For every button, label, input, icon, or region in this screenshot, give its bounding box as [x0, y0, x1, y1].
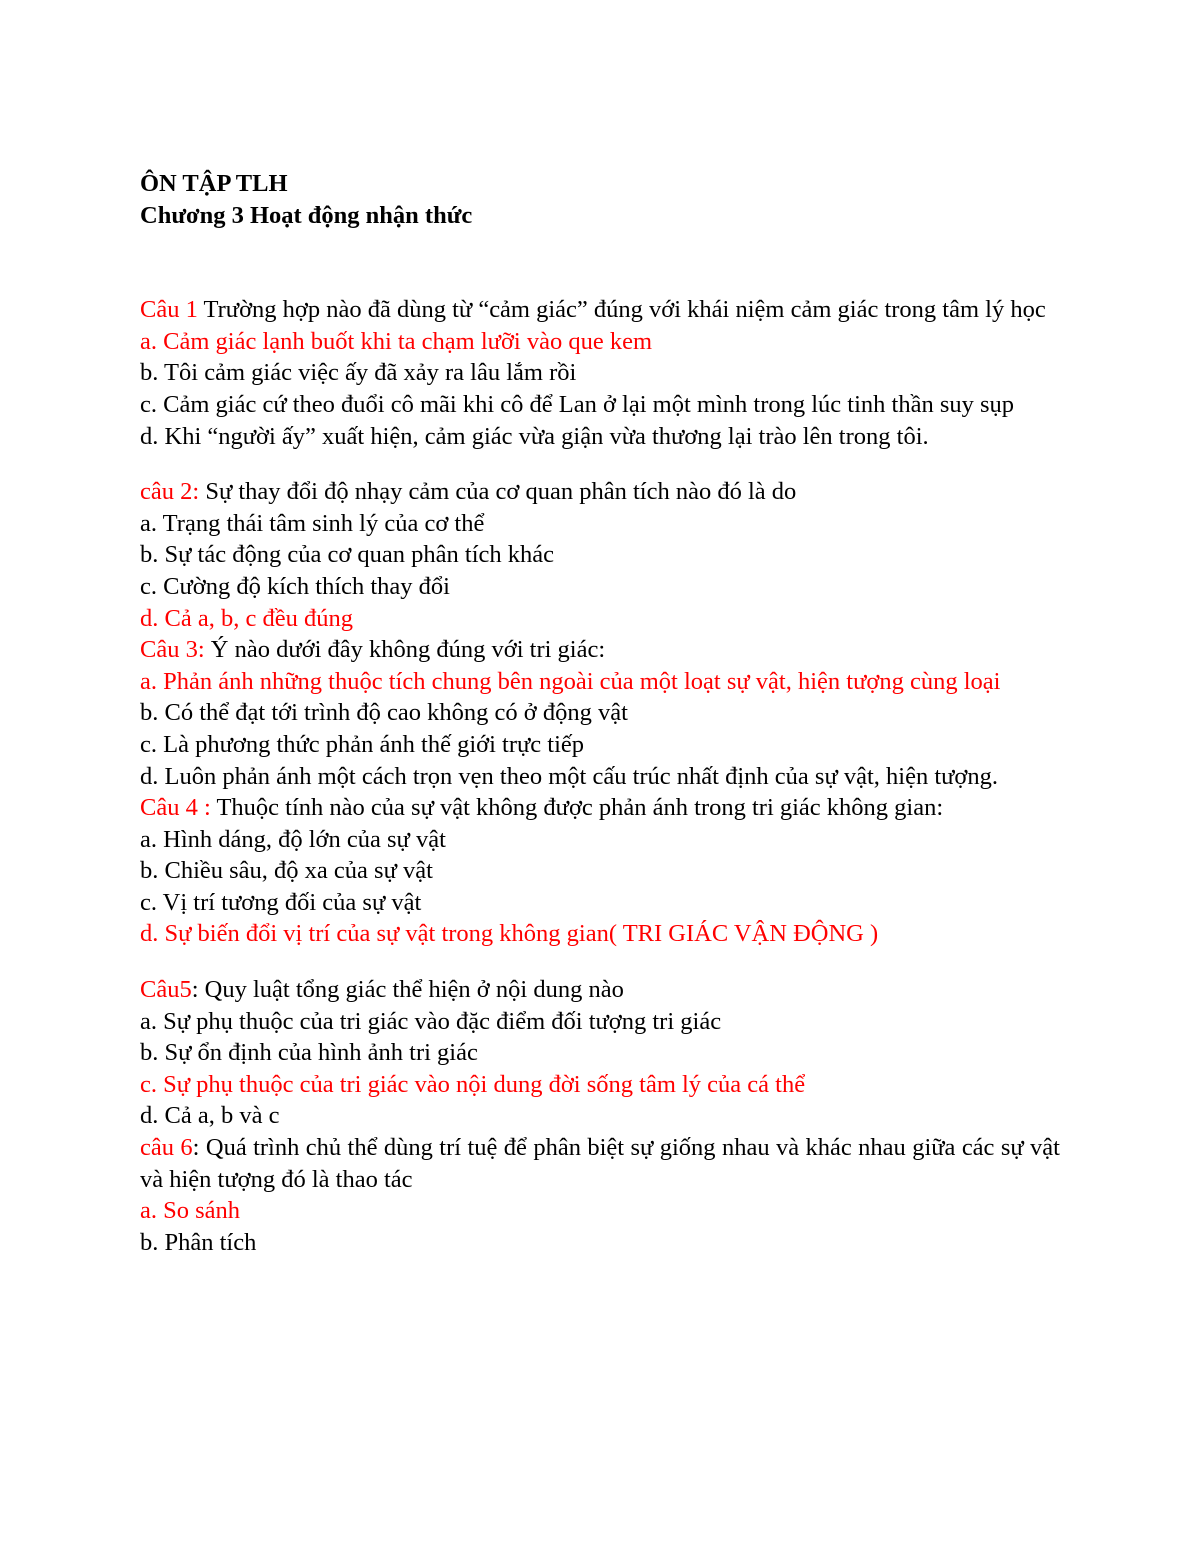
question-label: Câu5	[140, 976, 192, 1004]
question-5	[140, 974, 1060, 1132]
answer-option-c: c. Vị trí tương đối của sự vật	[140, 888, 422, 916]
question-text	[140, 634, 1060, 666]
question-label: Câu 1	[140, 296, 198, 324]
question-body: Thuộc tính nào của sự vật không được phản ánh trong tri giác không gian:	[210, 794, 944, 822]
document-page	[140, 168, 1060, 1258]
answer-option-c: c. Là phương thức phản ánh thế giới trực tiếp	[140, 730, 585, 758]
question-text	[140, 792, 1060, 824]
answer-option-a: a. Phản ánh những thuộc tích chung bên ngoài của một loạt sự vật, hiện tượng cùng loại	[140, 667, 1001, 695]
question-body: : Quá trình chủ thể dùng trí tuệ để phân biệt sự giống nhau và khác nhau giữa các sự vật và hiện tượng đó là thao tác	[140, 1134, 1060, 1193]
answer-option-d: d. Khi “người ấy” xuất hiện, cảm giác vừa giận vừa thương lại trào lên trong tôi.	[140, 422, 929, 450]
question-body: : Quy luật tổng giác thể hiện ở nội dung nào	[191, 976, 624, 1004]
question-text	[140, 476, 1060, 508]
spacer	[140, 950, 1060, 974]
answer-option-d: d. Sự biến đổi vị trí của sự vật trong không gian( TRI GIÁC VẬN ĐỘNG )	[140, 920, 879, 948]
answer-option-a: a. So sánh	[140, 1197, 241, 1225]
question-body: Sự thay đổi độ nhạy cảm của cơ quan phân tích nào đó là do	[199, 478, 797, 506]
answer-option-b: b. Có thể đạt tới trình độ cao không có ở động vật	[140, 699, 628, 727]
question-body: Trường hợp nào đã dùng từ “cảm giác” đúng với khái niệm cảm giác trong tâm lý học	[197, 296, 1046, 324]
question-body: Ý nào dưới đây không đúng với tri giác:	[204, 636, 606, 664]
answer-option-d: d. Cả a, b, c đều đúng	[140, 604, 353, 632]
answer-option-b: b. Sự ổn định của hình ảnh tri giác	[140, 1039, 478, 1067]
question-4	[140, 792, 1060, 950]
answer-option-a: a. Trạng thái tâm sinh lý của cơ thể	[140, 509, 485, 537]
answer-option-c: c. Cường độ kích thích thay đổi	[140, 572, 450, 600]
question-text	[140, 294, 1060, 326]
answer-option-b: b. Phân tích	[140, 1228, 257, 1256]
spacer	[140, 231, 1060, 294]
answer-option-b: b. Tôi cảm giác việc ấy đã xảy ra lâu lắm rồi	[140, 359, 577, 387]
question-3	[140, 634, 1060, 792]
answer-option-d: d. Luôn phản ánh một cách trọn vẹn theo một cấu trúc nhất định của sự vật, hiện tượng.	[140, 762, 999, 790]
answer-option-b: b. Sự tác động của cơ quan phân tích khác	[140, 541, 555, 569]
answer-option-a: a. Sự phụ thuộc của tri giác vào đặc điểm đối tượng tri giác	[140, 1007, 722, 1035]
question-label: câu 6	[140, 1134, 193, 1162]
spacer	[140, 452, 1060, 476]
question-label: Câu 4 :	[140, 794, 211, 822]
answer-option-d: d. Cả a, b và c	[140, 1102, 280, 1130]
question-6	[140, 1132, 1060, 1258]
question-label: Câu 3:	[140, 636, 205, 664]
question-2	[140, 476, 1060, 634]
question-text	[140, 974, 1060, 1006]
question-1	[140, 294, 1060, 452]
question-text	[140, 1132, 1060, 1195]
answer-option-c: c. Cảm giác cứ theo đuổi cô mãi khi cô để Lan ở lại một mình trong lúc tinh thần suy sụp	[140, 390, 1015, 418]
answer-option-b: b. Chiều sâu, độ xa của sự vật	[140, 857, 433, 885]
answer-option-c: c. Sự phụ thuộc của tri giác vào nội dung đời sống tâm lý của cá thể	[140, 1070, 806, 1098]
answer-option-a: a. Cảm giác lạnh buốt khi ta chạm lưỡi vào que kem	[140, 327, 653, 355]
question-label: câu 2:	[140, 478, 200, 506]
chapter-title: Chương 3 Hoạt động nhận thức	[140, 201, 473, 229]
document-title: ÔN TẬP TLH	[140, 170, 288, 197]
answer-option-a: a. Hình dáng, độ lớn của sự vật	[140, 825, 446, 853]
